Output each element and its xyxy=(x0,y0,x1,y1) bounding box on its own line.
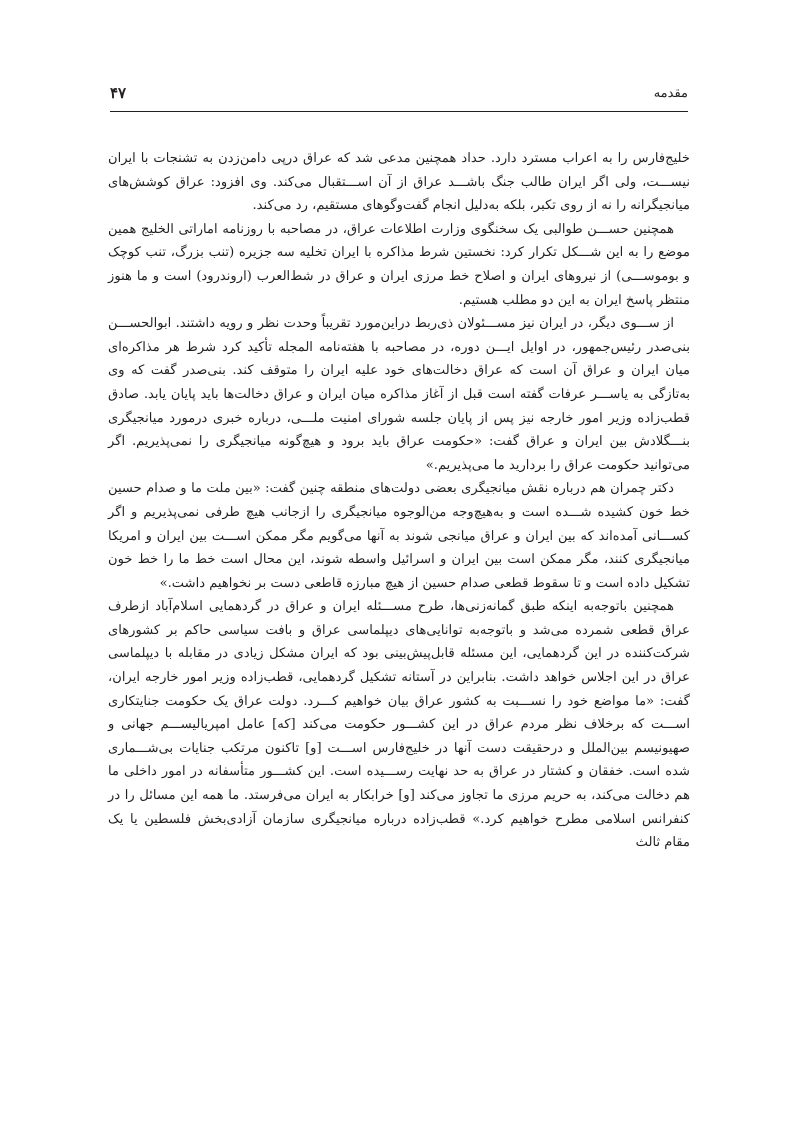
body-text xyxy=(108,147,690,855)
running-title: مقدمه xyxy=(653,86,688,101)
header-divider xyxy=(110,111,688,112)
page-header xyxy=(110,86,688,106)
paragraph: همچنین حســـن طوالبی یک سخنگوی وزارت اطلاعات عراق، در مصاحبه با روزنامه اماراتی الخلیج همین موضع را به این شـــکل تکرار کرد: نخستین شرط مذاکره با ایران تخلیه سه جزیره (تنب بزرگ، تنب کوچک و بوموســـی) از نیروهای ایران و اصلاح خط مرزی ایران و عراق در شط‌العرب (اروندرود) است و ما هنوز منتظر پاسخ ایران به این دو مطلب هستیم. xyxy=(108,221,690,308)
paragraph: خلیج‌فارس را به اعراب مسترد دارد. حداد همچنین مدعی شد که عراق درپی دامن‌زدن به تشنجات با ایران نیســـت، ولی اگر ایران طالب جنگ باشـــد عراق از آن اســـتقبال می‌کند. وی افزود: عراق کوشش‌های میانجیگرانه را نه از روی تکبر، بلکه به‌دلیل انجام گفت‌وگوهای مستقیم، رد می‌کند. xyxy=(108,151,690,214)
paragraph: از ســـوی دیگر، در ایران نیز مســـئولان ذی‌ربط دراین‌مورد تقریباً وحدت نظر و رویه داشتند. ابوالحســـن بنی‌صدر رئیس‌جمهور، در اوایل ایـــن دوره، در مصاحبه با هفته‌نامه المجله تأکید کرد شرط هر مذاکره‌ای میان ایران و عراق آن است که عراق دخالت‌های خود علیه ایران را متوقف کند. بنی‌صدر گفت که وی به‌تازگی به یاســـر عرفات گفته است قبل از آغاز مذاکره میان ایران و عراق دخالت‌ها باید پایان یابد. صادق قطب‌زاده وزیر امور خارجه نیز پس از پایان جلسه شورای امنیت ملـــی، درباره خبری درمورد میانجیگری بنـــگلادش بین ایران و عراق گفت: «حکومت عراق باید برود و هیچ‌گونه میانجیگری را نمی‌پذیریم. اگر می‌توانید حکومت عراق را بردارید ما می‌پذیریم.» xyxy=(108,316,690,473)
paragraph: همچنین باتوجه‌به اینکه طبق گمانه‌زنی‌ها، طرح مســـئله ایران و عراق در گردهمایی اسلام‌آباد ازطرف عراق قطعی شمرده می‌شد و باتوجه‌به توانایی‌های دیپلماسی عراق و بافت سیاسی حاکم بر کشورهای شرکت‌کننده در این گردهمایی، این مسئله قابل‌پیش‌بینی بود که ایران مشکل زیادی در مقابله با دیپلماسی عراق در این اجلاس خواهد داشت. بنابراین در آستانه تشکیل گردهمایی، قطب‌زاده وزیر امور خارجه ایران، گفت: «ما مواضع خود را نســـبت به کشور عراق بیان خواهیم کـــرد. دولت عراق یک حکومت جنایتکاری اســـت که برخلاف نظر مردم عراق در این کشـــور حکومت می‌کند [که] عامل امپریالیســـم جهانی و صهیونیسم بین‌الملل و درحقیقت دست آنها در خلیج‌فارس اســـت [و] تاکنون مرتکب جنایات بی‌شـــماری شده است. خفقان و کشتار در عراق به حد نهایت رســـیده است. این کشـــور متأسفانه در امور داخلی ما هم دخالت می‌کند، به حریم مرزی ما تجاوز می‌کند [و] خرابکار به ایران می‌فرستد. ما همه این مسائل را در کنفرانس اسلامی مطرح خواهیم کرد.» قطب‌زاده درباره میانجیگری سازمان آزادی‌بخش فلسطین یا یک مقام ثالث xyxy=(108,599,690,851)
page-number: ۴۷ xyxy=(110,84,127,102)
paragraph: دکتر چمران هم درباره نقش میانجیگری بعضی دولت‌های منطقه چنین گفت: «بین ملت ما و صدام حسین خط خون کشیده شـــده است و به‌هیچ‌وجه من‌الوجوه میانجیگری را ازجانب هیچ طرفی نمی‌پذیریم و اگر کســـانی آمده‌اند که بین ایران و عراق میانجی شوند به آنها می‌گویم مگر ممکن اســـت بین ایران و امریکا میانجیگری کنند، مگر ممکن است بین ایران و اسرائیل واسطه شوند، این محال است خط ما را خط خون تشکیل داده است و تا سقوط قطعی صدام حسین از هیچ مبارزه قاطعی دست بر نخواهیم داشت.» xyxy=(108,481,690,591)
